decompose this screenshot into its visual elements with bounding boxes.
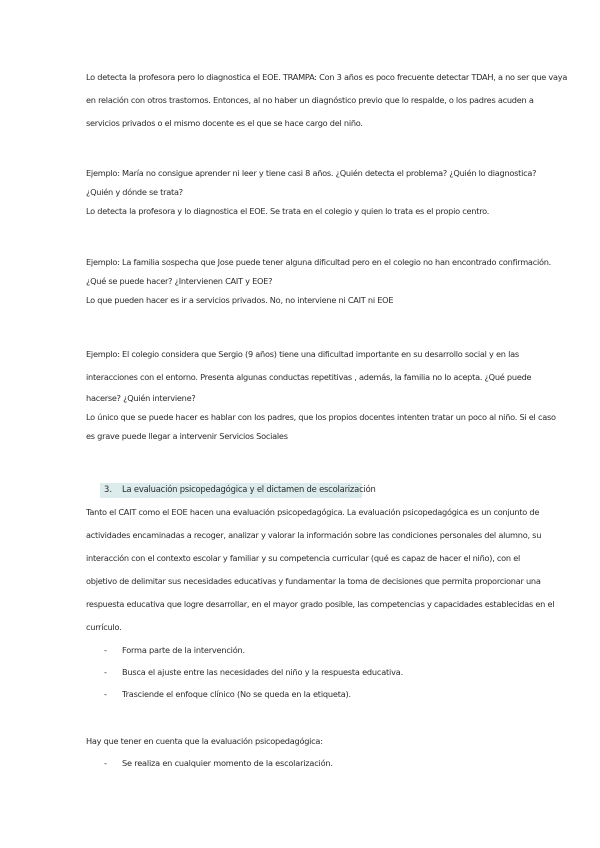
list-item (86, 641, 514, 663)
bullet-list-evaluacion (86, 641, 514, 707)
paragraph-trampa (86, 66, 568, 135)
text-line: Hay que tener en cuenta que la evaluación psicopedagógica: (86, 736, 323, 746)
list-item (86, 663, 514, 685)
list-item-text: Busca el ajuste entre las necesidades del niño y la respuesta educativa. (122, 667, 403, 677)
text-line: Ejemplo: María no consigue aprender ni leer y tiene casi 8 años. ¿Quién detecta el problema? ¿Quién lo diagnostica? (86, 168, 537, 178)
list-item-text: Trasciende el enfoque clínico (No se queda en la etiqueta). (122, 689, 351, 699)
example-jose (86, 253, 552, 310)
text-line: ¿Qué se puede hacer? ¿Intervienen CAIT y EOE? (86, 276, 273, 286)
section-title: La evaluación psicopedagógica y el dictamen de escolarización (122, 484, 376, 494)
list-item (86, 754, 514, 776)
text-line: respuesta educativa que logre desarrollar, en el mayor grado posible, las competencias y capacidades establecidas en el (86, 599, 555, 609)
text-line: hacerse? ¿Quién interviene? (86, 393, 196, 403)
bullet-list-cuenta (86, 754, 514, 776)
bullet-dash: - (104, 645, 107, 655)
text-line: Lo que pueden hacer es ir a servicios privados. No, no interviene ni CAIT ni EOE (86, 295, 394, 305)
text-line: Ejemplo: La familia sospecha que Jose puede tener alguna dificultad pero en el colegio no han encontrado confirmación. (86, 257, 552, 267)
text-line: Lo detecta la profesora y lo diagnostica el EOE. Se trata en el colegio y quien lo trata es el propio centro. (86, 206, 490, 216)
paragraph-evaluacion (86, 501, 555, 639)
text-line: servicios privados o el mismo docente es el que se hace cargo del niño. (86, 118, 363, 128)
text-line: interacciones con el entorno. Presenta algunas conductas repetitivas , además, la familia no lo acepta. ¿Qué puede (86, 372, 532, 382)
bullet-dash: - (104, 758, 107, 768)
text-line: Lo detecta la profesora pero lo diagnostica el EOE. TRAMPA: Con 3 años es poco frecuente detectar TDAH, a no ser que vaya (86, 72, 568, 82)
text-line: Tanto el CAIT como el EOE hacen una evaluación psicopedagógica. La evaluación psicopedagógica es un conjunto de (86, 507, 540, 517)
text-line: currículo. (86, 622, 122, 632)
bullet-dash: - (104, 667, 107, 677)
section-number: 3. (104, 484, 112, 494)
text-line: Ejemplo: El colegio considera que Sergio (9 años) tiene una dificultad importante en su desarrollo social y en las (86, 349, 519, 359)
example-maria (86, 164, 537, 221)
list-item-text: Forma parte de la intervención. (122, 645, 245, 655)
text-line: interacción con el contexto escolar y familiar y su competencia curricular (qué es capaz de hacer el niño), con el (86, 553, 521, 563)
text-line: es grave puede llegar a intervenir Servicios Sociales (86, 431, 288, 441)
bullet-dash: - (104, 689, 107, 699)
list-item-text: Se realiza en cualquier momento de la escolarización. (122, 758, 333, 768)
example-sergio (86, 343, 556, 446)
list-item (86, 685, 514, 707)
text-line: objetivo de delimitar sus necesidades educativas y fundamentar la toma de decisiones que permita proporcionar una (86, 576, 541, 586)
section-heading (86, 481, 514, 499)
text-line: actividades encaminadas a recoger, analizar y valorar la información sobre las condiciones personales del alumno, su (86, 530, 542, 540)
text-line: ¿Quién y dónde se trata? (86, 187, 183, 197)
text-line: en relación con otros trastornos. Entonces, al no haber un diagnóstico previo que lo respalde, o los padres acuden a (86, 95, 534, 105)
paragraph-tener-en-cuenta (86, 730, 514, 753)
text-line: Lo único que se puede hacer es hablar con los padres, que los propios docentes intenten tratar un poco al niño. Si el caso (86, 412, 556, 422)
